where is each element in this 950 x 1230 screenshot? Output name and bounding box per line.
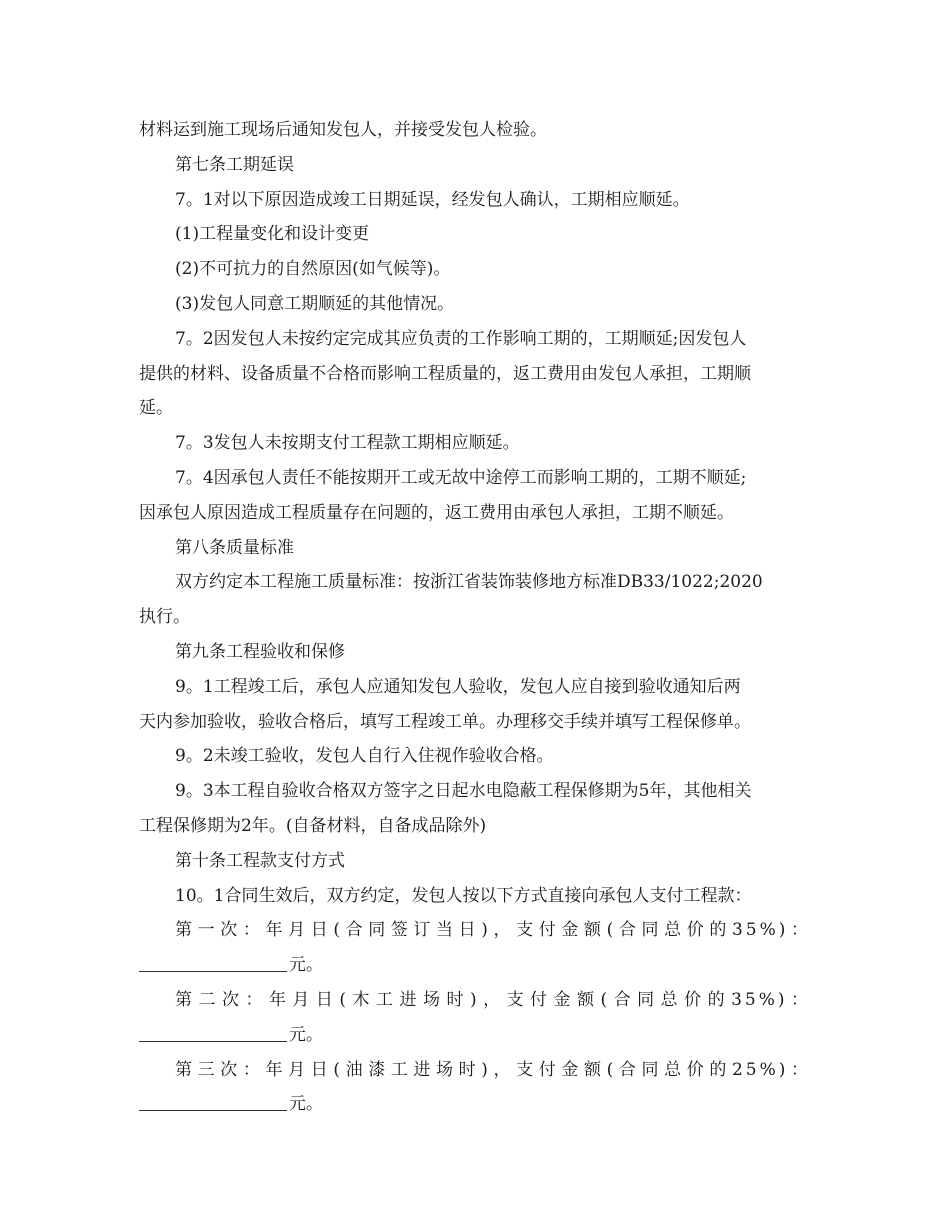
list-item: (3)发包人同意工期顺延的其他情况。 — [175, 293, 455, 314]
payment-line-2: 第二次：年月日(木工进场时)，支付金额(合同总价的35%)： — [175, 989, 811, 1010]
payment-line-3: 第三次：年月日(油漆工进场时)，支付金额(合同总价的25%)： — [175, 1059, 811, 1080]
section-heading: 第七条工期延误 — [175, 154, 294, 175]
amount-unit: 元。 — [289, 1024, 323, 1045]
section-heading: 第九条工程验收和保修 — [175, 641, 345, 662]
text-line: 7。1对以下原因造成竣工日期延误，经发包人确认，工期相应顺延。 — [175, 189, 690, 210]
text-line: 天内参加验收，验收合格后，填写工程竣工单。办理移交手续并填写工程保修单。 — [139, 711, 751, 732]
text-line: 材料运到施工现场后通知发包人，并接受发包人检验。 — [139, 120, 547, 140]
text-line: 工程保修期为2年。(自备材料，自备成品除外) — [139, 815, 487, 836]
section-heading: 第八条质量标准 — [175, 537, 294, 558]
amount-blank[interactable] — [139, 970, 287, 972]
payment-amount-2 — [139, 1018, 811, 1053]
text-line: 9。1工程竣工后，承包人应通知发包人验收，发包人应自接到验收通知后两 — [175, 676, 741, 697]
text-line: 提供的材料、设备质量不合格而影响工程质量的，返工费用由发包人承担，工期顺 — [139, 363, 751, 384]
text-line: 7。2因发包人未按约定完成其应负责的工作影响工期的，工期顺延;因发包人 — [175, 328, 747, 349]
text-line: 10。1合同生效后，双方约定，发包人按以下方式直接向承包人支付工程款： — [175, 885, 752, 906]
list-item: (1)工程量变化和设计变更 — [175, 224, 370, 245]
amount-unit: 元。 — [289, 955, 323, 976]
text-line: 延。 — [139, 398, 173, 419]
text-line: 9。3本工程自验收合格双方签字之日起水电隐蔽工程保修期为5年，其他相关 — [175, 781, 752, 802]
payment-line-1: 第一次：年月日(合同签订当日)，支付金额(合同总价的35%)： — [175, 920, 811, 941]
amount-blank[interactable] — [139, 1109, 287, 1111]
list-item: (2)不可抗力的自然原因(如气候等)。 — [175, 259, 451, 280]
amount-unit: 元。 — [289, 1094, 323, 1115]
amount-blank[interactable] — [139, 1040, 287, 1042]
text-line: 双方约定本工程施工质量标准：按浙江省装饰装修地方标准DB33/1022;2020 — [175, 572, 763, 593]
text-line: 7。3发包人未按期支付工程款工期相应顺延。 — [175, 433, 520, 454]
document-body — [139, 113, 811, 1122]
text-line: 9。2未竣工验收，发包人自行入住视作验收合格。 — [175, 746, 554, 767]
payment-amount-1 — [139, 948, 811, 983]
text-line: 执行。 — [139, 607, 190, 628]
section-heading: 第十条工程款支付方式 — [175, 850, 345, 871]
text-line: 因承包人原因造成工程质量存在问题的，返工费用由承包人承担，工期不顺延。 — [139, 502, 734, 523]
text-line: 7。4因承包人责任不能按期开工或无故中途停工而影响工期的，工期不顺延; — [175, 467, 747, 488]
payment-amount-3 — [139, 1087, 811, 1122]
